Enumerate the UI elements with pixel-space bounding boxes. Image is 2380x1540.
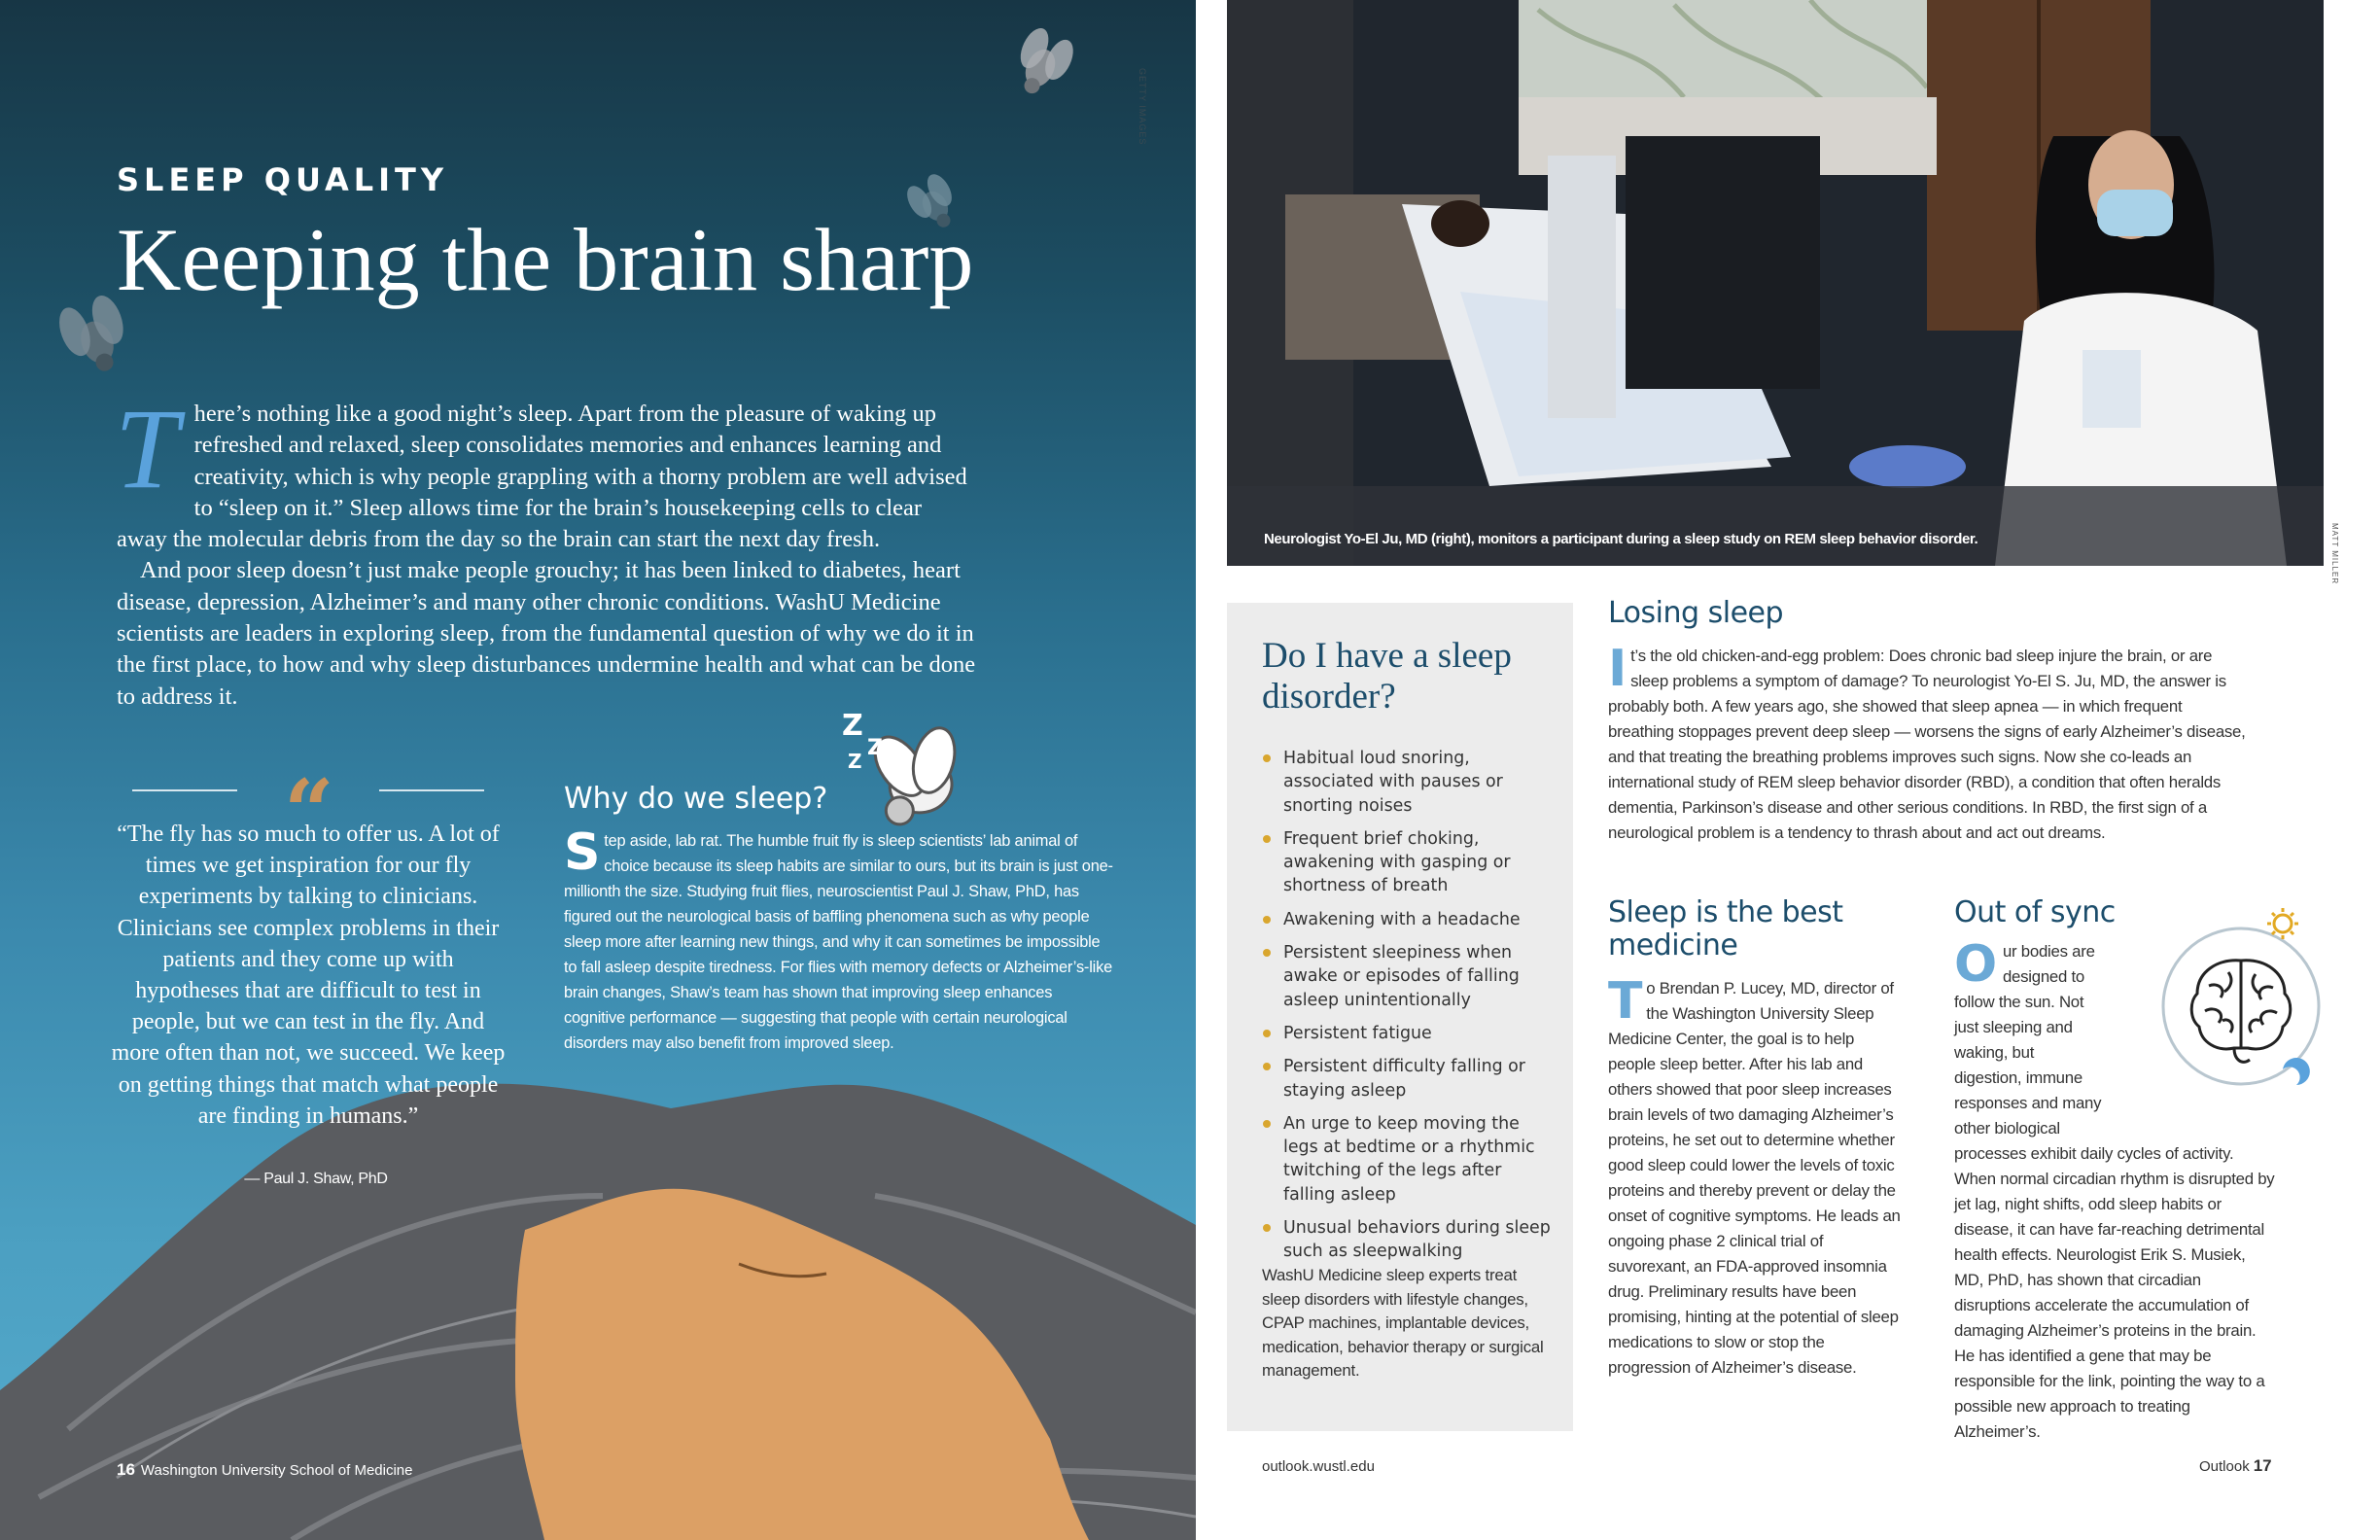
intro-text xyxy=(115,385,977,713)
list-item: Persistent sleepiness when awake or episodes of falling asleep unintentionally xyxy=(1262,941,1558,1012)
image-credit: GETTY IMAGES xyxy=(1138,68,1147,146)
sidebar-box xyxy=(1227,603,1573,1431)
dropcap: I xyxy=(1608,640,1628,698)
photo-illustration xyxy=(1227,0,2324,566)
quote-attribution: — Paul J. Shaw, PhD xyxy=(244,1171,388,1187)
out-of-sync-text: ur bodies are designed to follow the sun. Not just sleeping and waking, but digestion, immune responses and many other biological processes exhibit daily cycles of activity. When normal circadian rhythm is disrupted by jet lag, night shifts, odd sleep habits or disease, it can have far-reaching detrimental health effects. Neurologist Erik S. Musiek, MD, PhD, has shown that circadian disruptions accelerate the accumulation of damaging Alzheimer’s proteins in the brain. He has identified a gene that may be responsible for the link, pointing the way to a possible new approach to treating Alzheimer’s. xyxy=(1954,942,2275,1441)
dropcap: T xyxy=(1608,972,1643,1031)
folio-right xyxy=(2199,1456,2272,1476)
sidebar-footer: WashU Medicine sleep experts treat sleep disorders with lifestyle changes, CPAP machines, implantable devices, medication, behavior therapy or surgical management. xyxy=(1262,1266,1544,1380)
losing-sleep-heading: Losing sleep xyxy=(1608,596,1784,630)
quote-rule-left xyxy=(132,789,237,791)
pull-quote: “The fly has so much to offer us. A lot of times we get inspiration for our fly experiments by talking to clinicians. Clinicians see complex problems in their patients and they come up with hypotheses that are difficult to test in people, but we can test in the fly. And more often than not, we succeed. We keep on getting things that match what people are finding in humans.” xyxy=(111,822,506,1129)
intro-paragraph-2: And poor sleep doesn’t just make people grouchy; it has been linked to diabetes, heart disease, depression, Alzheimer’s and many other chronic conditions. WashU Medicine scientists are leaders in exploring sleep, from the fundamental question of why we do it in the first place, to how and why sleep disturbances undermine health and what can be done to address it. xyxy=(117,557,976,710)
quote-rule-right xyxy=(379,789,484,791)
page-number: 16 xyxy=(117,1460,135,1479)
list-item: Awakening with a headache xyxy=(1262,908,1558,931)
section-kicker: SLEEP QUALITY xyxy=(117,161,449,198)
list-item: Unusual behaviors during sleep such as sleepwalking xyxy=(1262,1216,1558,1264)
intro-paragraph-1: here’s nothing like a good night’s sleep. Apart from the pleasure of waking up refreshed and relaxed, sleep consolidates memories and enhances learning and creativity, which is why people grappling with a thorny problem are well advised to “sleep on it.” Sleep allows time for the brain’s housekeeping cells to clear away the molecular debris from the day so the brain can start the next day fresh. xyxy=(117,401,967,553)
best-medicine-heading: Sleep is the best medicine xyxy=(1608,895,1843,962)
page-title: Keeping the brain sharp xyxy=(117,210,974,309)
zzz-icon-1: Z xyxy=(842,709,863,743)
folio-left xyxy=(117,1460,413,1480)
folio-publication: Outlook xyxy=(2199,1458,2250,1475)
losing-sleep-text: t’s the old chicken-and-egg problem: Does chronic bad sleep injure the brain, or are sleep problems a symptom of damage? To neurologist Yo-El S. Ju, MD, the answer is probably both. A few years ago, she showed that sleep apnea — in which frequent breathing stoppages prevent deep sleep — worsens the signs of early Alzheimer’s disease, and that treating the breathing problems improves such signs. Now she co-leads an international study of REM sleep behavior disorder (RBD), a condition that often heralds dementia, Parkinson’s disease and other serious conditions. In RBD, the first sign of a neurological problem is a tendency to thrash about and act out dreams. xyxy=(1608,647,2246,842)
why-body xyxy=(564,823,1116,1056)
best-medicine-text: o Brendan P. Lucey, MD, director of the Washington University Sleep Medicine Center, the goal is to help people sleep better. After his lab and others showed that poor sleep increases brain levels of two damaging Alzheimer’s proteins, he set out to determine whether good sleep could lower the levels of toxic proteins and thereby prevent or delay the onset of cognitive symptoms. He leads an ongoing phase 2 clinical trial of suvorexant, an FDA-approved insomnia drug. Preliminary results have been promising, hinting at the potential of sleep medications to slow or stop the progression of Alzheimer’s disease. xyxy=(1608,979,1901,1377)
moon-icon xyxy=(2283,1058,2310,1085)
list-item: Persistent fatigue xyxy=(1262,1022,1558,1045)
page-number: 17 xyxy=(2253,1456,2272,1475)
list-item: Persistent difficulty falling or staying asleep xyxy=(1262,1055,1558,1102)
brain-icon xyxy=(2191,961,2291,1063)
sidebar-title: Do I have a sleep disorder? xyxy=(1262,636,1512,717)
dropcap: T xyxy=(115,385,179,512)
sleeping-fly-icon xyxy=(862,718,975,828)
fly-icon-top xyxy=(1006,24,1079,104)
dropcap: S xyxy=(564,823,601,882)
dropcap: O xyxy=(1954,935,1997,994)
photo-caption: Neurologist Yo-El Ju, MD (right), monitors a participant during a sleep study on REM sleep behavior disorder. xyxy=(1264,531,1978,547)
folio-publication: Washington University School of Medicine xyxy=(140,1462,413,1479)
folio-url: outlook.wustl.edu xyxy=(1262,1458,1375,1475)
brain-cycle-icon xyxy=(2149,904,2333,1099)
symptom-list xyxy=(1262,747,1558,1274)
out-of-sync-heading: Out of sync xyxy=(1954,895,2116,929)
best-medicine-body xyxy=(1608,972,1902,1381)
quote-marks-icon: “ xyxy=(284,760,334,863)
list-item: An urge to keep moving the legs at bedtime or a rhythmic twitching of the legs after falling asleep xyxy=(1262,1112,1558,1207)
list-item: Frequent brief choking, awakening with gasping or shortness of breath xyxy=(1262,827,1558,898)
list-item: Habitual loud snoring, associated with pauses or snorting noises xyxy=(1262,747,1558,818)
zzz-icon-3: Z xyxy=(848,750,862,773)
losing-sleep-body xyxy=(1608,640,2250,846)
photo-credit: MATT MILLER xyxy=(2330,523,2339,585)
zzz-icon-2: Z xyxy=(867,736,883,760)
sleep-study-photo xyxy=(1227,0,2324,566)
why-body-text: tep aside, lab rat. The humble fruit fly is sleep scientists’ lab animal of choice because its sleep habits are similar to ours, but its brain is just one-millionth the size. Studying fruit flies, neuroscientist Paul J. Shaw, PhD, has figured out the neurological basis of baffling phenomena such as why people sleep more after learning new things, and why it can sometimes be impossible to fall asleep despite tiredness. For flies with memory defects or Alzheimer’s-like brain changes, Shaw’s team has shown that improving sleep enhances cognitive performance — suggesting that people with certain neurological disorders may also benefit from improved sleep. xyxy=(564,832,1113,1052)
why-heading: Why do we sleep? xyxy=(564,782,828,816)
